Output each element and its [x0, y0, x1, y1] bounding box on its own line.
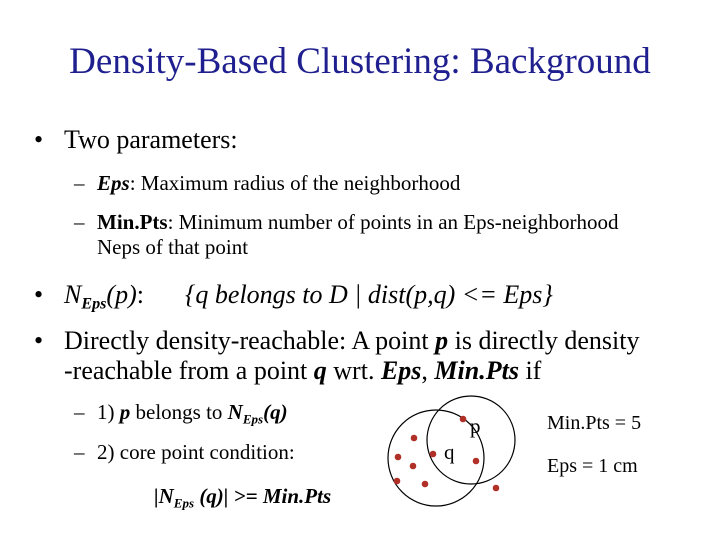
- two-parameters-text: Two parameters:: [64, 125, 238, 154]
- ddr-text1: : A point: [339, 326, 436, 355]
- minpts-description: : Minimum number of points in an Eps-neighborhood: [167, 210, 619, 234]
- neps-colon: :: [136, 280, 144, 309]
- label-p: p: [470, 414, 481, 438]
- eps-circle-p: [427, 396, 515, 484]
- bullet-marker: •: [34, 280, 44, 309]
- data-point: [394, 478, 401, 485]
- slide-title: Density-Based Clustering: Background: [69, 41, 651, 82]
- minpts-description-line2: Neps of that point: [97, 235, 249, 259]
- cond1-p: p: [119, 400, 131, 424]
- dash-marker: –: [74, 400, 85, 424]
- data-point: [395, 454, 402, 461]
- cond1-number: 1): [97, 400, 120, 424]
- data-point: [430, 451, 437, 458]
- ddr-eps: Eps: [380, 356, 422, 385]
- ddr-if: if: [518, 356, 542, 385]
- ddr-p: p: [435, 326, 449, 355]
- eps-term: Eps: [97, 171, 130, 195]
- formula-open: |N: [154, 484, 174, 508]
- cond1-subscript: Eps: [242, 411, 264, 427]
- dash-marker: –: [74, 210, 85, 234]
- label-q: q: [444, 440, 455, 464]
- eps-value-label: Eps = 1 cm: [547, 455, 638, 477]
- bullet-marker: •: [34, 125, 44, 154]
- data-point: [411, 435, 418, 442]
- neps-subscript: Eps: [81, 295, 107, 313]
- formula-subscript: Eps: [173, 495, 195, 511]
- neps-N: N: [64, 280, 82, 309]
- ddr-text2b: wrt.: [326, 356, 381, 385]
- minpts-value-label: Min.Pts = 5: [547, 412, 642, 434]
- eps-description: : Maximum radius of the neighborhood: [129, 171, 461, 195]
- cond1-q: (q): [263, 400, 288, 424]
- bullet-marker: •: [34, 326, 44, 355]
- neps-p: (p): [106, 280, 137, 309]
- ddr-term: Directly density-reachable: [64, 326, 340, 355]
- ddr-q: q: [313, 356, 327, 385]
- neps-set-text: {q belongs to D | dist(p,q) <= Eps}: [185, 280, 553, 309]
- cond1-text: belongs to: [130, 400, 228, 424]
- data-point: [473, 458, 480, 465]
- ddr-text1b: is directly density: [448, 326, 640, 355]
- minpts-term: Min.Pts: [97, 210, 168, 234]
- data-point: [460, 416, 467, 423]
- ddr-comma: ,: [421, 356, 435, 385]
- formula-rest: (q)| >= Min.Pts: [194, 484, 332, 508]
- data-point: [410, 463, 417, 470]
- ddr-minpts: Min.Pts: [434, 356, 519, 385]
- cond2-text: 2) core point condition:: [97, 440, 295, 464]
- dash-marker: –: [74, 440, 85, 464]
- data-point: [422, 481, 429, 488]
- data-point: [493, 485, 500, 492]
- ddr-text2a: -reachable from a point: [64, 356, 314, 385]
- dash-marker: –: [74, 171, 85, 195]
- cond1-N: N: [227, 400, 243, 424]
